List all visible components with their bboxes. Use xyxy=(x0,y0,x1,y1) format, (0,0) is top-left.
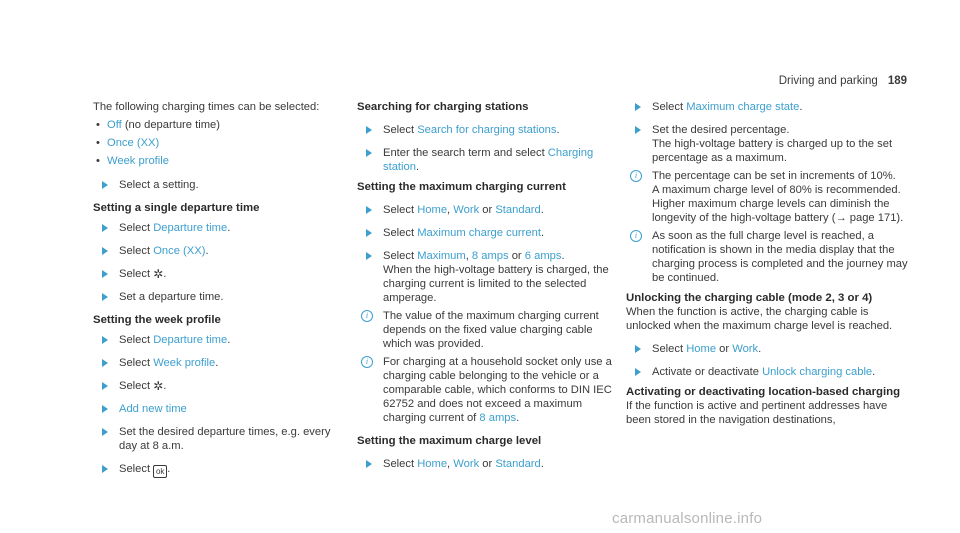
settings-gear-icon: ✲ xyxy=(153,267,164,281)
heading-single-departure: Setting a single departure time xyxy=(93,202,260,214)
once-link[interactable]: Once (XX) xyxy=(153,245,206,257)
note: i As soon as the full charge level is reached, a notification is shown in the media display that the charging process is completed and the journey may be continued. xyxy=(626,229,908,285)
step: Select Maximum charge state. xyxy=(626,100,908,114)
step-arrow-icon xyxy=(366,206,372,214)
step: Select Home, Work or Standard. xyxy=(357,203,622,217)
heading-search-stations: Searching for charging stations xyxy=(357,101,529,113)
standard-link[interactable]: Standard xyxy=(495,204,541,216)
step: Select Once (XX). xyxy=(93,244,343,258)
heading-week-profile: Setting the week profile xyxy=(93,314,221,326)
step: Select Departure time. xyxy=(93,221,343,235)
option-off-link[interactable]: Off xyxy=(107,119,122,131)
info-icon: i xyxy=(361,310,373,322)
section-title: Driving and parking xyxy=(778,75,878,87)
step-arrow-icon xyxy=(102,336,108,344)
max-charge-state-link[interactable]: Maximum charge state xyxy=(686,101,800,113)
6-amps-link[interactable]: 6 amps xyxy=(524,250,562,262)
unlock-cable-link[interactable]: Unlock charging cable xyxy=(762,366,873,378)
step-arrow-icon xyxy=(366,252,372,260)
step: Select Home or Work. xyxy=(626,342,908,356)
step-arrow-icon xyxy=(102,293,108,301)
step-arrow-icon xyxy=(635,126,641,134)
step: Select Maximum charge current. xyxy=(357,226,622,240)
step-arrow-icon xyxy=(102,359,108,367)
step: Select Departure time. xyxy=(93,333,343,347)
info-icon: i xyxy=(630,170,642,182)
step: Set a departure time. xyxy=(93,290,343,304)
note: i For charging at a household socket only use a charging cable belonging to the vehicle or a comparable cable, which conforms to DIN IEC 62752 and does not exceed a maximum charging current of 8 amps. xyxy=(357,355,622,425)
departure-time-link[interactable]: Departure time xyxy=(153,334,228,346)
heading-location-charging: Activating or deactivating location-based charging xyxy=(626,386,901,398)
step: Select Search for charging stations. xyxy=(357,123,622,137)
8-amps-link[interactable]: 8 amps xyxy=(479,412,517,424)
home-link[interactable]: Home xyxy=(686,343,717,355)
step: Activate or deactivate Unlock charging cable. xyxy=(626,365,908,379)
step-arrow-icon xyxy=(635,345,641,353)
home-link[interactable]: Home xyxy=(417,204,448,216)
step: Enter the search term and select Charging station. xyxy=(357,146,622,174)
heading-max-current: Setting the maximum charging current xyxy=(357,181,566,193)
step: Select ok . xyxy=(93,462,343,478)
week-profile-link[interactable]: Week profile xyxy=(153,357,216,369)
location-text: If the function is active and pertinent addresses have been stored in the navigation destinations, xyxy=(626,400,888,426)
maximum-link[interactable]: Maximum xyxy=(417,250,466,262)
option-week-link[interactable]: Week profile xyxy=(107,155,169,167)
info-icon: i xyxy=(361,356,373,368)
step-arrow-icon xyxy=(102,428,108,436)
search-stations-link[interactable]: Search for charging stations xyxy=(417,124,557,136)
step-arrow-icon xyxy=(102,465,108,473)
column-middle xyxy=(357,100,622,471)
info-icon: i xyxy=(630,230,642,242)
unlock-text: When the function is active, the charging cable is unlocked when the maximum charge level is reached. xyxy=(626,306,893,332)
step-arrow-icon xyxy=(102,181,108,189)
list-item: • Week profile xyxy=(96,155,169,167)
intro-text: The following charging times can be selected: xyxy=(93,101,320,113)
step-arrow-icon xyxy=(102,270,108,278)
step-arrow-icon xyxy=(635,103,641,111)
step: Set the desired departure times, e.g. every day at 8 a.m. xyxy=(93,425,343,453)
8-amps-link[interactable]: 8 amps xyxy=(471,250,509,262)
step: Select Maximum, 8 amps or 6 amps. When the high-voltage battery is charged, the charging current is limited to the selected amperage. xyxy=(357,249,622,305)
work-link[interactable]: Work xyxy=(732,343,759,355)
step-arrow-icon xyxy=(366,460,372,468)
settings-gear-icon: ✲ xyxy=(153,379,164,393)
column-left xyxy=(93,100,343,478)
page-header xyxy=(779,74,907,88)
step-arrow-icon xyxy=(366,229,372,237)
home-link[interactable]: Home xyxy=(417,458,448,470)
step: Select ✲. xyxy=(93,379,343,393)
step: Select Home, Work or Standard. xyxy=(357,457,622,471)
note: i The value of the maximum charging current depends on the fixed value charging cable which was provided. xyxy=(357,309,622,351)
step-arrow-icon xyxy=(102,382,108,390)
heading-max-level: Setting the maximum charge level xyxy=(357,435,542,447)
step: Set the desired percentage. The high-voltage battery is charged up to the set percentage as a maximum. xyxy=(626,123,908,165)
step-arrow-icon xyxy=(366,126,372,134)
step-arrow-icon xyxy=(102,224,108,232)
step-arrow-icon xyxy=(366,149,372,157)
standard-link[interactable]: Standard xyxy=(495,458,541,470)
column-right xyxy=(626,100,908,427)
page-number: 189 xyxy=(887,75,907,87)
ok-button-icon: ok xyxy=(153,465,167,478)
step: Select ✲. xyxy=(93,267,343,281)
step xyxy=(93,402,343,416)
watermark: carmanualsonline.info xyxy=(612,510,763,527)
step: Select Week profile. xyxy=(93,356,343,370)
work-link[interactable]: Work xyxy=(453,204,480,216)
step-arrow-icon xyxy=(102,247,108,255)
charging-station-link[interactable]: Charging station xyxy=(383,147,594,173)
list-item: • Off (no departure time) xyxy=(96,119,220,131)
list-item: • Once (XX) xyxy=(96,137,160,149)
departure-time-link[interactable]: Departure time xyxy=(153,222,228,234)
step-arrow-icon xyxy=(635,368,641,376)
step: Select a setting. xyxy=(93,178,343,192)
option-once-link[interactable]: Once (XX) xyxy=(107,137,160,149)
work-link[interactable]: Work xyxy=(453,458,480,470)
add-new-time-link[interactable]: Add new time xyxy=(119,403,187,415)
note: i The percentage can be set in increments of 10%. A maximum charge level of 80% is recommended. Higher maximum charge levels can diminish the longevity of the high-voltage battery (→ page 171). xyxy=(626,169,908,225)
heading-unlock-cable: Unlocking the charging cable (mode 2, 3 or 4) xyxy=(626,292,873,304)
max-charge-current-link[interactable]: Maximum charge current xyxy=(417,227,541,239)
step-arrow-icon xyxy=(102,405,108,413)
